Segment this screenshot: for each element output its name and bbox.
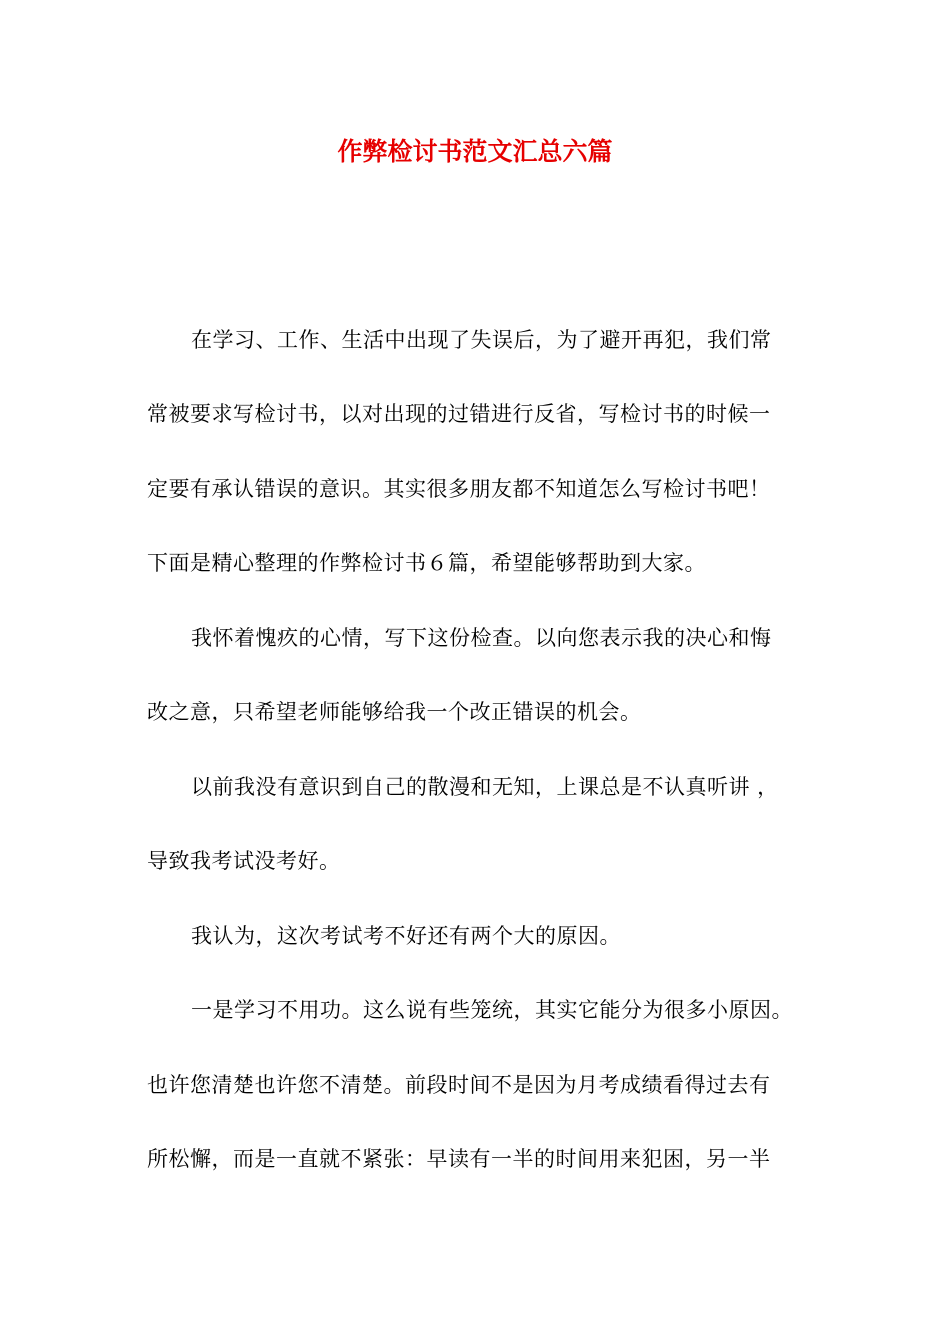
- paragraph-line: 以前我没有意识到自己的散漫和无知，上课总是不认真听讲 ，: [191, 775, 779, 799]
- paragraph-line: 在学习、工作、生活中出现了失误后，为了避开再犯，我们常: [191, 328, 772, 352]
- paragraph-line: 改之意，只希望老师能够给我一个改正错误的机会。: [147, 700, 642, 724]
- paragraph-line: 常被要求写检讨书，以对出现的过错进行反省，写检讨书的时候一: [147, 402, 771, 426]
- paragraph-line: 定要有承认错误的意识。其实很多朋友都不知道怎么写检讨书吧！: [147, 477, 771, 501]
- paragraph-line: 导致我考试没考好。: [147, 849, 341, 873]
- paragraph-line: 所松懈，而是一直就不紧张：早读有一半的时间用来犯困，另一半: [147, 1147, 771, 1171]
- paragraph-line: 我认为，这次考试考不好还有两个大的原因。: [191, 924, 621, 948]
- paragraph-line: 一是学习不用功。这么说有些笼统，其实它能分为很多小原因。: [191, 998, 793, 1022]
- paragraph-line: 也许您清楚也许您不清楚。前段时间不是因为月考成绩看得过去有: [147, 1073, 771, 1097]
- paragraph-line: 我怀着愧疚的心情，写下这份检查。以向您表示我的决心和悔: [191, 626, 772, 650]
- document-title: 作弊检讨书范文汇总六篇: [337, 137, 613, 166]
- paragraph-line: 下面是精心整理的作弊检讨书６篇，希望能够帮助到大家。: [147, 551, 706, 575]
